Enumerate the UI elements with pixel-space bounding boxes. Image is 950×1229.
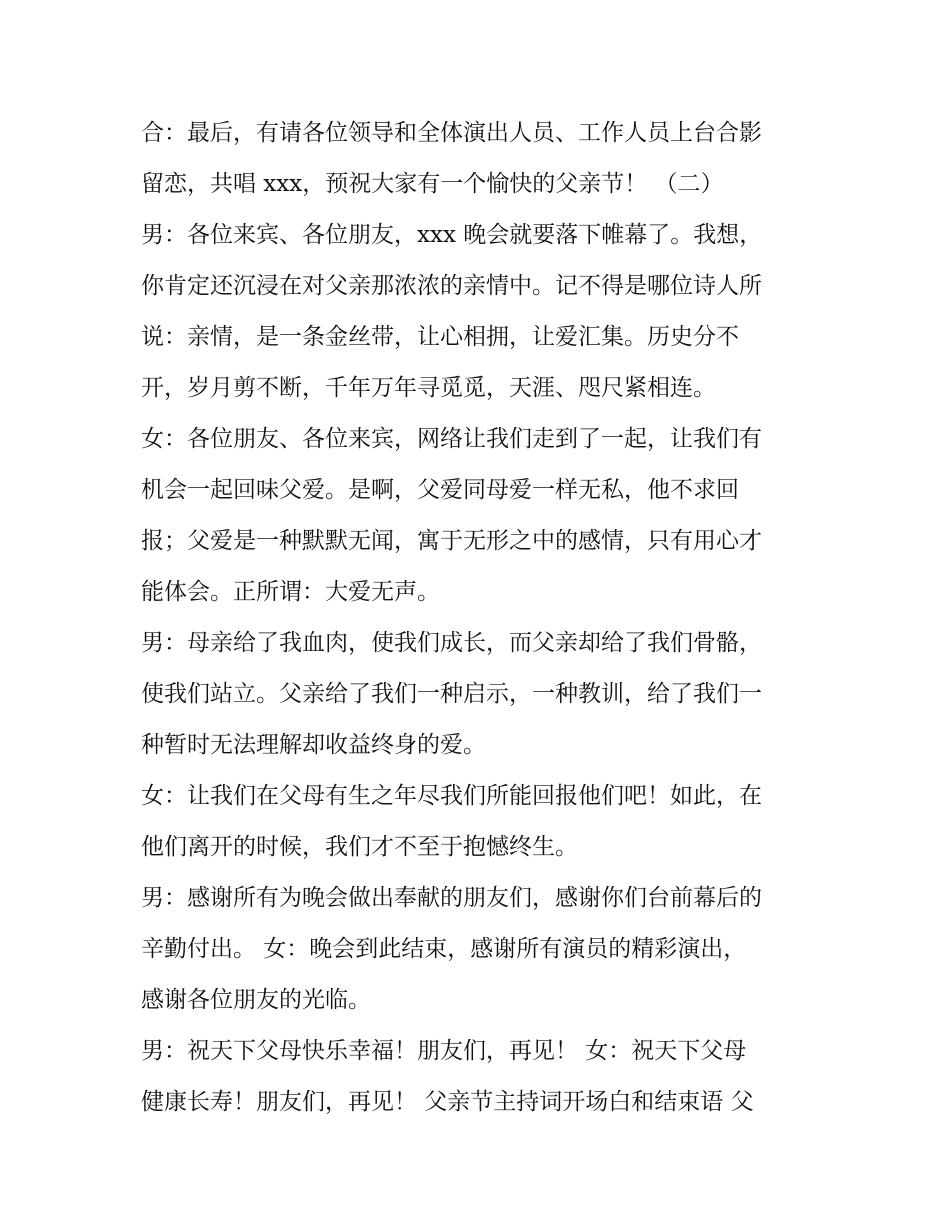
text-line: 开，岁月剪不断，千年万年寻觅觅，天涯、咫尺紧相连。 (141, 375, 716, 401)
text-line: 报；父爱是一种默默无闻，寓于无形之中的感情，只有用心才 (141, 528, 762, 554)
text-line: 合：最后，有请各位领导和全体演出人员、工作人员上台合影 (141, 120, 762, 146)
text-line: 女：各位朋友、各位来宾，网络让我们走到了一起，让我们有 (141, 426, 762, 452)
text-line: 辛勤付出。 女：晚会到此结束，感谢所有演员的精彩演出， (141, 936, 747, 962)
text-line: 男：各位来宾、各位朋友，xxx 晚会就要落下帷幕了。我想， (141, 222, 763, 248)
text-line: 说：亲情，是一条金丝带，让心相拥，让爱汇集。历史分不 (141, 324, 739, 350)
text-line: 男：母亲给了我血肉，使我们成长，而父亲却给了我们骨骼， (141, 630, 762, 656)
text-line: 男：感谢所有为晚会做出奉献的朋友们，感谢你们台前幕后的 (141, 885, 762, 911)
text-line: 他们离开的时候，我们才不至于抱憾终生。 (141, 834, 578, 860)
text-line: 感谢各位朋友的光临。 (141, 987, 371, 1013)
text-line: 能体会。正所谓：大爱无声。 (141, 579, 440, 605)
text-line: 健康长寿！朋友们，再见！ 父亲节主持词开场白和结束语 父 (141, 1089, 754, 1115)
text-line: 留恋，共唱 xxx，预祝大家有一个愉快的父亲节！ （二） (141, 171, 724, 197)
text-line: 女：让我们在父母有生之年尽我们所能回报他们吧！如此，在 (141, 783, 762, 809)
text-line: 使我们站立。父亲给了我们一种启示，一种教训，给了我们一 (141, 681, 762, 707)
text-line: 种暂时无法理解却收益终身的爱。 (141, 732, 486, 758)
text-line: 你肯定还沉浸在对父亲那浓浓的亲情中。记不得是哪位诗人所 (141, 273, 762, 299)
text-line: 机会一起回味父爱。是啊，父爱同母爱一样无私，他不求回 (141, 477, 739, 503)
document-text-body (141, 108, 821, 1128)
text-line: 男：祝天下父母快乐幸福！朋友们，再见！ 女：祝天下父母 (141, 1038, 747, 1064)
